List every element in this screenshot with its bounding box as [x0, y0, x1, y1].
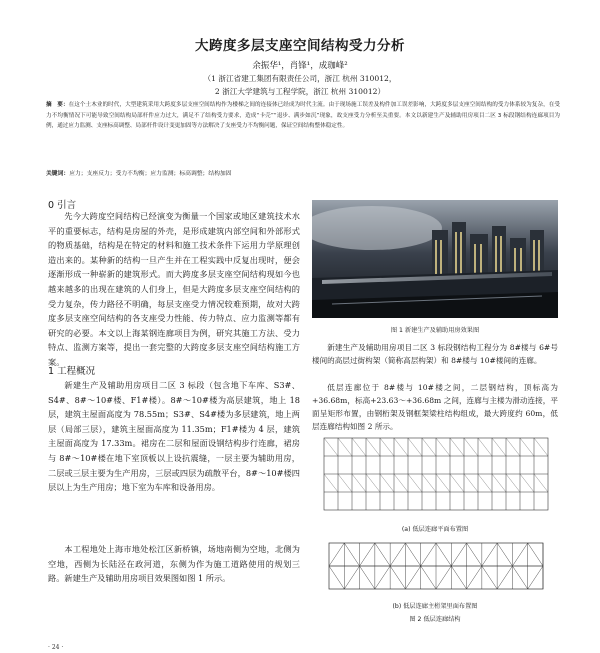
project-overview-paragraph: [48, 378, 300, 495]
structure-division-paragraph: [312, 341, 558, 367]
section-heading-project-overview: 1 工程概况: [48, 366, 96, 377]
introduction-paragraph: [48, 209, 300, 370]
section-heading-introduction: 0 引言: [48, 200, 77, 211]
figure-2-caption: 图 2 低层连廊结构: [409, 616, 461, 623]
author-list: 余振华¹，肖锋¹，成珈峰²: [252, 61, 348, 71]
page-number: · 24 ·: [48, 644, 64, 651]
corridor-plan-drawing: [320, 428, 552, 520]
structure-division-text: 新建生产及辅助用房项目二区 3 标段钢结构工程分为 8#楼与 6#号楼间的高层过街构架（简称高层构架）和 8#楼与 10#楼间的连廊。: [312, 343, 558, 365]
project-rendering-image: [312, 200, 558, 318]
keywords: [46, 168, 560, 177]
abstract: [46, 100, 560, 132]
rendering-illustration: [312, 200, 558, 318]
affiliation-1: （1 浙江省建工集团有限责任公司，浙江 杭州 310012，: [203, 74, 397, 83]
project-location-text: 本工程地处上海市地处松江区新桥镇，场地南侧为空地，北侧为空地，西侧为长陆泾在政河道，东侧为作为施工道路使用的规划三路。新建生产及辅助用房项目效果图如图 1 所示。: [48, 544, 300, 584]
abstract-label: 摘 要：: [46, 102, 69, 108]
project-location-paragraph: [48, 542, 300, 586]
keywords-text: 应力；支座反力；受力不均衡；应力监测；标高调整；结构加固: [69, 171, 232, 177]
project-overview-text: 新建生产及辅助用房项目二区 3 标段（包含地下车库、S3#、S4#、8#～10#楼、F1#楼）。8#～10#楼为高层建筑，地上 18 层，建筑主屋面高度为 78.55m；S3#、S4#楼为多层建筑，地上两层（局部三层），建筑主屋面高度为 11.35m；F1#楼为 4 层，建筑主屋面高度为 17.33m。裙房在二层和屋面设钢结构步行连廊，裙房与 8#～10#楼在地下室顶板以上设抗震缝，一层主要为辅助用房，二层或三层主要为生产用房，三层或四层为疏散平台，8#～10#楼四层以上为生产用房；地下室为车库和设备用房。: [48, 380, 300, 493]
abstract-text: 在这个土木业的时代，大型建筑采用大跨度多层支座空间结构作为楼梯之间的连接体已经成为时代主流。由于现场施工误差及构件加工误差影响，大跨度多层支座空间结构的受力体系较为复杂，在受力不均衡情况下可能导致空间结构局部杆件应力过大，满足不了结构受力要求，造成“卡壳”“退步、满步如沉”现象，故支座受力分析至关重要。本文以新建生产及辅助用房项目二区 3 标段钢结构连廊项目为例，通过应力监测、支座标高调整、局部杆件设计变更加固等方法解决了支座受力不均衡问题，保证空间结构整体稳定性。: [46, 102, 560, 129]
low-corridor-paragraph: [312, 381, 558, 433]
affiliation-2: 2 浙江大学建筑与工程学院，浙江 杭州 310012）: [214, 87, 386, 96]
figure-1-caption: 图 1 新建生产及辅助用房效果图: [390, 327, 480, 334]
keywords-label: 关键词：: [46, 171, 70, 177]
paper-title: 大跨度多层支座空间结构受力分析: [195, 38, 405, 54]
figure-2a-caption: (a) 低层连廊平面布置图: [401, 526, 469, 533]
low-corridor-text: 低层连廊位于 8#楼与 10#楼之间，二层钢结构，顶标高为+36.68m，标高+23.63～+36.68m 之间，连廊与主楼为滑动连接，平面呈矩形布置，由钢桁架及钢框架梁柱结构组成，最大跨度约 60m，低层连廊结构如图 2 所示。: [312, 383, 558, 431]
truss-elevation-drawing: [325, 535, 547, 597]
figure-2b-caption: (b) 低层连廊主桁架里面布置图: [392, 603, 478, 610]
introduction-text: 先今大跨度空间结构已经演变为衡量一个国家或地区建筑技术水平的重要标志，结构是房屋的外壳，是形成建筑内部空间和外部形式的物质基础，结构是在特定的材料和施工技术条件下运用力学原理创造出来的。某种新的结构一旦产生并在工程实践中反复出现时，便会逐渐形成一种崭新的建筑形式。而大跨度多层支座空间结构现如今也越来越多的出现在建筑的人们身上，但是大跨度多层支座空间结构的受力复杂，传力路径不明确，每层支座受力情况较难预期，故对大跨度多层支座空间结构的各支座受力性能、传力特点、应力监测等都有研究的必要。本文以上海某钢连廊项目为例，研究其施工方法、受力特点、监测方案等，提出一套完整的大跨度多层支座空间结构施工方案。: [48, 211, 300, 367]
